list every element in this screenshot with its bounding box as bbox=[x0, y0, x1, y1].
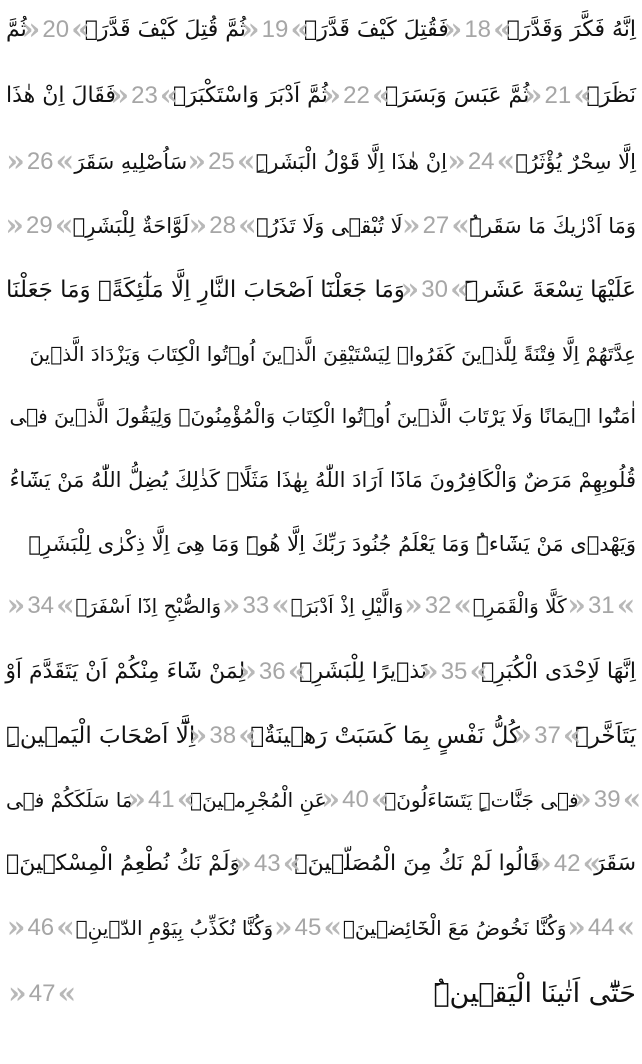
ornament-bracket-left-icon: « bbox=[533, 846, 552, 881]
verse-text: فَقُتِلَ كَيْفَ قَدَّرَۙ bbox=[304, 17, 449, 42]
ornament-bracket-left-icon: « bbox=[567, 910, 586, 945]
verse-line bbox=[6, 772, 642, 828]
verse-line bbox=[6, 262, 636, 318]
ornament-bracket-left-icon: « bbox=[8, 976, 27, 1011]
ornament-bracket-right-icon: » bbox=[573, 78, 592, 113]
ornament-bracket-right-icon: » bbox=[236, 144, 256, 179]
verse-text: سَقَرَ bbox=[594, 851, 636, 876]
verse-text: قُلُوبِهِمْ مَرَضٌ وَالْكَافِرُونَ مَاذَٓا اَرَادَ اللّٰهُ بِهٰذَا مَثَلًاۜ كَذٰلِكَ يُضِلُّ اللّٰهُ مَنْ يَشَٓاءُ bbox=[9, 468, 636, 492]
ayah-number: 32 bbox=[424, 592, 452, 619]
ayah-number: 28 bbox=[209, 212, 236, 239]
verse-text: ثُمَّ عَبَسَ وَبَسَرَۙ bbox=[385, 83, 530, 108]
ornament-bracket-right-icon: » bbox=[237, 208, 257, 243]
ayah-number-marker bbox=[321, 780, 390, 820]
verse-text: اِنَّهَا لَاِحْدَى الْكُبَرِۙ bbox=[481, 659, 636, 684]
verse-text: سَاُصْلِيهِ سَقَرَ bbox=[74, 150, 188, 174]
ayah-number: 29 bbox=[25, 212, 53, 239]
ayah-number-marker bbox=[110, 76, 179, 116]
ornament-bracket-left-icon: « bbox=[513, 718, 533, 753]
ayah-number-marker bbox=[533, 844, 602, 884]
verse-text: وَالَّيْلِ اِذْ اَدْبَرَۙ bbox=[290, 594, 404, 618]
verse-text: قَالُوا لَمْ نَكُ مِنَ الْمُصَلّٖينَۙ bbox=[294, 851, 541, 876]
ornament-bracket-right-icon: » bbox=[287, 654, 307, 689]
ayah-number: 18 bbox=[464, 16, 492, 43]
ayah-number-marker bbox=[21, 10, 90, 50]
ornament-bracket-right-icon: » bbox=[54, 208, 74, 243]
ayah-number-marker bbox=[127, 780, 196, 820]
verse-line bbox=[6, 836, 636, 892]
ornament-bracket-left-icon: « bbox=[321, 782, 341, 817]
verse-text: وَالصُّبْحِ اِذَٓا اَسْفَرَۙ bbox=[75, 594, 222, 618]
ornament-bracket-left-icon: « bbox=[523, 78, 543, 113]
verse-line bbox=[6, 452, 636, 508]
verse-text: عَلَيْهَا تِسْعَةَ عَشَرَۜ bbox=[464, 277, 636, 303]
verse-text: حَتّٰٓى اَتٰينَا الْيَقٖينُۜ bbox=[433, 978, 636, 1009]
ornament-bracket-left-icon: « bbox=[5, 208, 24, 243]
ornament-bracket-right-icon: » bbox=[176, 782, 196, 817]
verse-text: وَمَا جَعَلْنَٓا اَصْحَابَ النَّارِ اِلَّا مَلٰٓئِكَةًۖ وَمَا جَعَلْنَا bbox=[6, 277, 405, 303]
verse-text: عَنِ الْمُجْرِمٖينَۙ bbox=[190, 788, 327, 812]
ornament-bracket-left-icon: « bbox=[233, 846, 252, 881]
ayah-number-marker bbox=[221, 586, 290, 626]
verse-text: نَظَرَۙ bbox=[586, 83, 636, 108]
verse-line bbox=[6, 966, 636, 1022]
ornament-bracket-left-icon: « bbox=[6, 144, 25, 179]
ornament-bracket-right-icon: » bbox=[453, 588, 473, 623]
verse-text: فٖى جَنَّاتٍۜ يَتَسَٓاءَلُونَۙ bbox=[384, 788, 579, 812]
verse-text: كَلَّا وَالْقَمَرِۙ bbox=[472, 594, 567, 618]
ayah-number: 39 bbox=[593, 786, 621, 813]
verse-text: اِلَّٓا اَصْحَابَ الْيَمٖينِۜ bbox=[6, 723, 196, 749]
ayah-number: 20 bbox=[42, 16, 70, 43]
verse-line bbox=[6, 516, 636, 572]
ayah-number-marker bbox=[6, 908, 76, 948]
verse-line bbox=[6, 2, 636, 58]
ayah-number: 25 bbox=[208, 148, 235, 175]
ornament-bracket-left-icon: « bbox=[273, 910, 293, 945]
ornament-bracket-right-icon: » bbox=[622, 782, 642, 817]
ornament-bracket-right-icon: » bbox=[582, 846, 602, 881]
ornament-bracket-left-icon: « bbox=[110, 78, 130, 113]
ornament-bracket-left-icon: « bbox=[127, 782, 146, 817]
ornament-bracket-left-icon: « bbox=[6, 588, 26, 623]
ayah-number-marker bbox=[322, 76, 391, 116]
ayah-number-marker bbox=[513, 716, 582, 756]
ornament-bracket-right-icon: » bbox=[159, 78, 179, 113]
ornament-bracket-left-icon: « bbox=[322, 78, 342, 113]
verse-text: عِدَّتَهُمْ اِلَّا فِتْنَةً لِلَّذٖينَ كَفَرُواۙ لِيَسْتَيْقِنَ الَّذٖينَ اُو۫تُوا الْكِتَابَ وَيَزْدَادَ الَّذٖينَ bbox=[29, 342, 636, 366]
ayah-number-marker bbox=[6, 586, 75, 626]
ayah-number-marker bbox=[573, 780, 642, 820]
ayah-number-marker bbox=[403, 586, 472, 626]
ayah-number-marker bbox=[189, 206, 256, 246]
ayah-number-marker bbox=[233, 844, 302, 884]
ayah-number: 40 bbox=[342, 786, 369, 813]
ornament-bracket-right-icon: » bbox=[451, 208, 471, 243]
ayah-number: 22 bbox=[343, 82, 370, 109]
ornament-bracket-right-icon: » bbox=[370, 782, 390, 817]
ornament-bracket-right-icon: » bbox=[323, 910, 343, 945]
ornament-bracket-left-icon: « bbox=[221, 588, 241, 623]
verse-text: وَمَا اَدْرٰيكَ مَا سَقَرُۜ bbox=[469, 214, 636, 238]
ayah-number-marker bbox=[273, 908, 343, 948]
ayah-number: 24 bbox=[467, 148, 495, 175]
verse-text: وَيَهْدٖى مَنْ يَشَٓاءُۜ وَمَا يَعْلَمُ جُنُودَ رَبِّكَ اِلَّا هُوَۜ وَمَا هِىَ اِلَّا ذِكْرٰى لِلْبَشَرِ۟ bbox=[28, 532, 636, 556]
ornament-bracket-left-icon: « bbox=[567, 588, 586, 623]
ornament-bracket-right-icon: » bbox=[469, 654, 489, 689]
ayah-number: 42 bbox=[553, 850, 581, 877]
verse-text: اِنَّهُ فَكَّرَ وَقَدَّرَۙ bbox=[506, 17, 636, 42]
ayah-number: 31 bbox=[587, 592, 615, 619]
verse-text: يَتَاَخَّرَۜ bbox=[574, 723, 636, 749]
verse-text: لَا تُبْقٖى وَلَا تَذَرُۚ bbox=[255, 214, 403, 238]
verse-line bbox=[6, 900, 636, 956]
ayah-number-marker bbox=[188, 716, 257, 756]
ayah-number: 46 bbox=[27, 914, 55, 941]
ayah-number: 44 bbox=[587, 914, 615, 941]
ayah-number: 45 bbox=[294, 914, 322, 941]
ayah-number: 36 bbox=[258, 658, 286, 685]
verse-text: اِلَّا سِحْرٌ يُؤْثَرُۙ bbox=[515, 150, 636, 174]
ornament-bracket-right-icon: » bbox=[493, 12, 512, 47]
ornament-bracket-right-icon: » bbox=[71, 12, 90, 47]
verse-line bbox=[6, 388, 636, 444]
verse-line bbox=[6, 326, 636, 382]
ornament-bracket-right-icon: » bbox=[562, 718, 582, 753]
ayah-number: 34 bbox=[27, 592, 55, 619]
verse-text: فَقَالَ اِنْ هٰذَا bbox=[6, 83, 116, 108]
ayah-number: 30 bbox=[421, 276, 448, 303]
verse-text: وَكُنَّا نَخُوضُ مَعَ الْخَٓائِضٖينَۙ bbox=[342, 916, 567, 940]
ornament-bracket-right-icon: » bbox=[56, 588, 75, 623]
verse-text: ثُمَّ قُتِلَ كَيْفَ قَدَّرَۙ bbox=[84, 17, 247, 42]
ayah-number: 26 bbox=[26, 148, 54, 175]
ayah-number: 37 bbox=[534, 722, 561, 749]
ornament-bracket-left-icon: « bbox=[188, 718, 208, 753]
ornament-bracket-left-icon: « bbox=[447, 144, 466, 179]
ornament-bracket-right-icon: » bbox=[271, 588, 290, 623]
ayah-number: 41 bbox=[147, 786, 175, 813]
ayah-number: 23 bbox=[131, 82, 158, 109]
verse-text: ثُمَّ bbox=[6, 17, 27, 42]
ornament-bracket-left-icon: « bbox=[6, 910, 26, 945]
ornament-bracket-right-icon: » bbox=[57, 976, 77, 1011]
ayah-number-marker bbox=[566, 908, 636, 948]
verse-line bbox=[6, 134, 636, 190]
ornament-bracket-left-icon: « bbox=[188, 208, 208, 243]
ornament-bracket-right-icon: » bbox=[238, 718, 257, 753]
ornament-bracket-right-icon: » bbox=[282, 846, 302, 881]
ornament-bracket-right-icon: » bbox=[371, 78, 391, 113]
ornament-bracket-left-icon: « bbox=[443, 12, 463, 47]
ornament-bracket-right-icon: » bbox=[290, 12, 310, 47]
ayah-number: 19 bbox=[261, 16, 289, 43]
ayah-number: 21 bbox=[544, 82, 572, 109]
verse-text: لَوَّاحَةٌ لِلْبَشَرِۚ bbox=[72, 214, 190, 238]
ayah-number-marker bbox=[6, 206, 73, 246]
ayah-number-marker bbox=[6, 142, 74, 182]
ornament-bracket-right-icon: » bbox=[450, 272, 469, 307]
ayah-number: 27 bbox=[422, 212, 450, 239]
ayah-number: 35 bbox=[440, 658, 468, 685]
ornament-bracket-left-icon: « bbox=[240, 12, 260, 47]
ayah-number-marker bbox=[403, 206, 470, 246]
ayah-number-marker bbox=[240, 10, 310, 50]
ayah-number-marker bbox=[419, 652, 489, 692]
verse-text: مَا سَلَكَكُمْ فٖى bbox=[6, 788, 133, 812]
verse-text: وَكُنَّا نُكَذِّبُ بِيَوْمِ الدّٖينِۙ bbox=[75, 916, 274, 940]
ayah-number-marker bbox=[6, 974, 78, 1014]
verse-text: اِنْ هٰذَا اِلَّا قَوْلُ الْبَشَرِۜ bbox=[255, 150, 447, 174]
ayah-number-marker bbox=[567, 586, 636, 626]
ayah-number-marker bbox=[238, 652, 307, 692]
ornament-bracket-left-icon: « bbox=[187, 144, 207, 179]
ornament-bracket-right-icon: » bbox=[56, 910, 75, 945]
verse-line bbox=[6, 644, 636, 700]
verse-line bbox=[6, 68, 636, 124]
ornament-bracket-left-icon: « bbox=[403, 588, 423, 623]
ornament-bracket-left-icon: « bbox=[400, 272, 420, 307]
ayah-number: 38 bbox=[209, 722, 237, 749]
ornament-bracket-right-icon: » bbox=[616, 588, 636, 623]
verse-text: ثُمَّ اَدْبَرَ وَاسْتَكْبَرَۙ bbox=[173, 83, 328, 108]
verse-text: لِمَنْ شَٓاءَ مِنْكُمْ اَنْ يَتَقَدَّمَ اَوْ bbox=[5, 659, 246, 684]
ornament-bracket-right-icon: » bbox=[496, 144, 516, 179]
verse-line bbox=[6, 198, 636, 254]
ayah-number-marker bbox=[447, 142, 515, 182]
verse-line bbox=[6, 578, 636, 634]
verse-line bbox=[6, 708, 636, 764]
ayah-number-marker bbox=[187, 142, 255, 182]
ornament-bracket-left-icon: « bbox=[573, 782, 592, 817]
verse-text: وَلَمْ نَكُ نُطْعِمُ الْمِسْكٖينَۙ bbox=[6, 851, 241, 876]
ornament-bracket-right-icon: » bbox=[55, 144, 75, 179]
ayah-number: 47 bbox=[28, 980, 56, 1007]
ayah-number-marker bbox=[443, 10, 512, 50]
ornament-bracket-left-icon: « bbox=[238, 654, 257, 689]
ornament-bracket-left-icon: « bbox=[401, 208, 421, 243]
ayah-number-marker bbox=[523, 76, 592, 116]
verse-text: نَذٖيرًا لِلْبَشَرِۙ bbox=[299, 659, 428, 684]
ayah-number: 33 bbox=[242, 592, 270, 619]
ornament-bracket-left-icon: « bbox=[21, 12, 41, 47]
ornament-bracket-right-icon: » bbox=[616, 910, 636, 945]
verse-text: كُلُّ نَفْسٍ بِمَا كَسَبَتْ رَهٖينَةٌۙ bbox=[250, 723, 520, 749]
verse-text: اٰمَنُٓوا اٖيمَانًا وَلَا يَرْتَابَ الَّذٖينَ اُو۫تُوا الْكِتَابَ وَالْمُؤْمِنُونَۙ وَلِيَقُولَ الَّذٖينَ فٖى bbox=[9, 404, 636, 428]
ayah-number: 43 bbox=[253, 850, 281, 877]
ornament-bracket-left-icon: « bbox=[419, 654, 439, 689]
ayah-number-marker bbox=[400, 270, 469, 310]
